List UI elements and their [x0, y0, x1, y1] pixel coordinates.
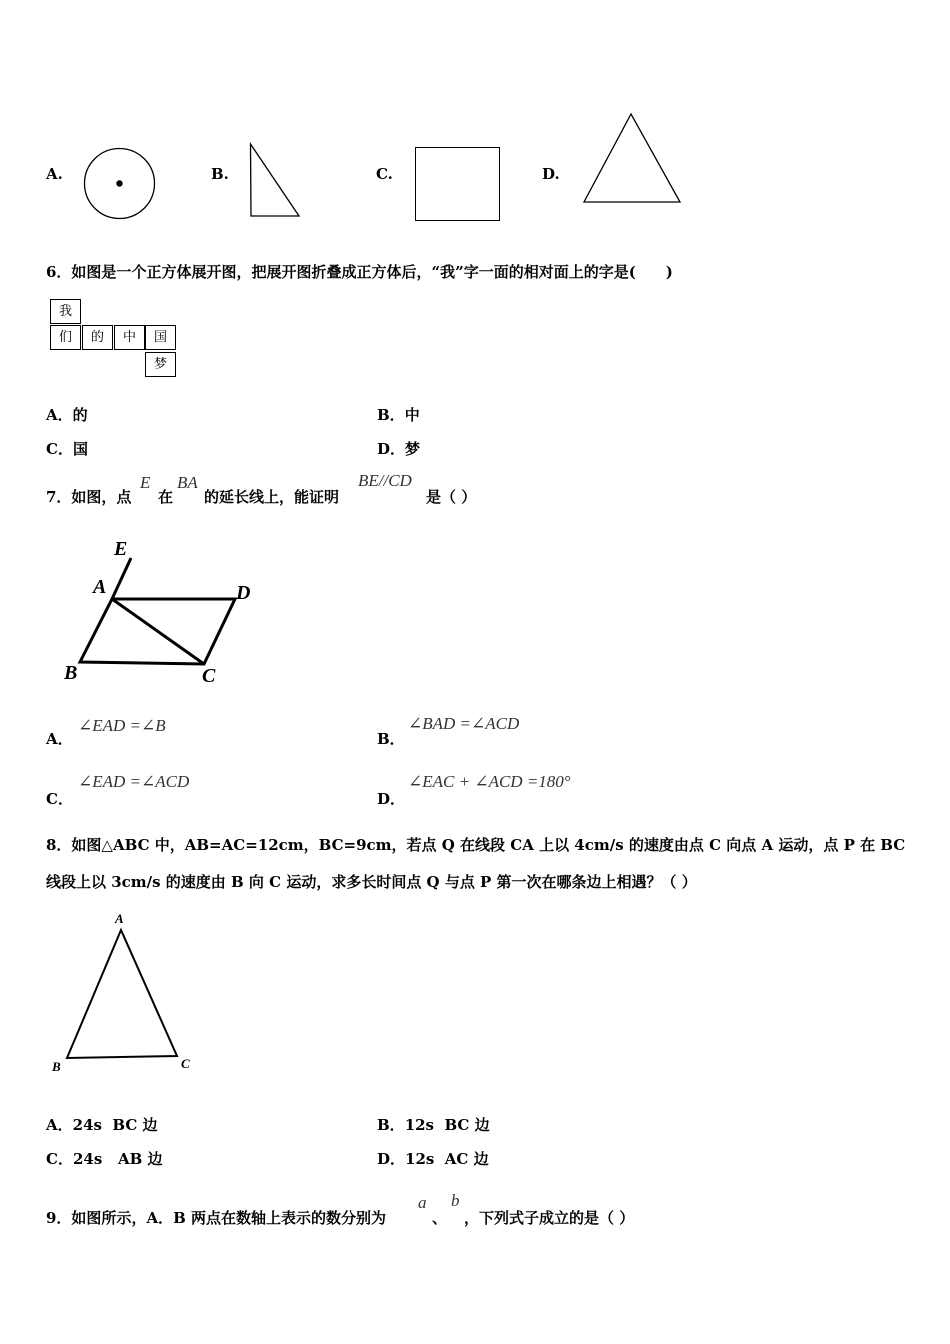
q5-option-d-letter: D.	[542, 165, 560, 183]
triangle-figure	[582, 113, 682, 205]
q6-option-a: A．的	[46, 406, 88, 424]
net-cell: 中	[114, 325, 145, 350]
circle-with-dot-figure	[83, 147, 157, 221]
q6-option-d: D．梦	[377, 440, 421, 458]
q8-option-d: D．12s AC 边	[377, 1150, 489, 1168]
q5-option-a-letter: A.	[46, 165, 63, 183]
q8-option-a: A．24s BC 边	[46, 1116, 158, 1134]
q8-option-c: C．24s AB 边	[46, 1150, 163, 1168]
q8-stem-line1: 8．如图△ABC 中，AB=AC=12cm，BC=9cm，若点 Q 在线段 CA 上以 4cm/s 的速度由点 C 向点 A 运动，点 P 在 BC	[46, 836, 906, 854]
label-b: B	[64, 662, 78, 684]
net-cell: 国	[145, 325, 176, 350]
parallelogram-figure	[58, 535, 268, 690]
q6-option-c: C．国	[46, 440, 88, 458]
label-c: C	[202, 665, 216, 687]
q8-option-b: B．12s BC 边	[377, 1116, 490, 1134]
q5-option-c-letter: C.	[376, 165, 393, 183]
net-cell: 们	[50, 325, 81, 350]
label-b: B	[52, 1059, 61, 1074]
label-d: D	[236, 582, 251, 604]
isosceles-triangle-figure	[48, 908, 198, 1078]
q6-option-b: B．中	[377, 406, 420, 424]
label-a: A	[93, 576, 107, 598]
q8-stem-line2: 线段上以 3cm/s 的速度由 B 向 C 运动，求多长时间点 Q 与点 P 第一次在哪条边上相遇？（ ）	[46, 873, 697, 891]
q6-stem: 6．如图是一个正方体展开图，把展开图折叠成正方体后，“我”字一面的相对面上的字是( )	[46, 263, 673, 281]
label-a: A	[115, 911, 124, 926]
label-c: C	[181, 1056, 190, 1071]
square-figure	[415, 147, 500, 221]
net-cell: 的	[82, 325, 113, 350]
net-cell: 梦	[145, 352, 176, 377]
net-cell: 我	[50, 299, 81, 324]
label-e: E	[114, 538, 128, 560]
right-triangle-figure	[249, 143, 301, 219]
q5-option-b-letter: B.	[211, 165, 229, 183]
